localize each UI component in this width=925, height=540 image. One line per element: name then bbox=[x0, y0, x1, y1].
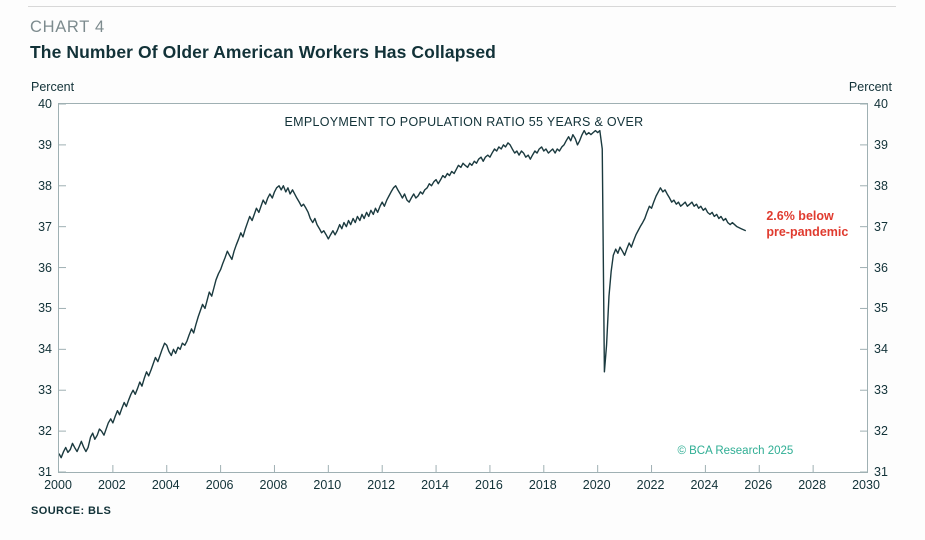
y-axis-tick-right: 35 bbox=[874, 301, 888, 316]
annotation-callout bbox=[766, 208, 848, 242]
x-axis-tick: 2026 bbox=[744, 478, 773, 492]
plot-area bbox=[30, 97, 896, 492]
annotation-line-1: 2.6% below bbox=[766, 208, 834, 223]
y-axis-tick-left: 38 bbox=[38, 178, 52, 193]
y-axis-tick-right: 40 bbox=[874, 97, 888, 111]
page-title: The Number Of Older American Workers Has Collapsed bbox=[30, 42, 496, 62]
y-axis-tick-right: 39 bbox=[874, 137, 888, 152]
y-axis-tick-left: 34 bbox=[38, 342, 52, 357]
x-axis-tick: 2020 bbox=[582, 478, 611, 492]
x-axis-tick: 2016 bbox=[475, 478, 503, 492]
header-divider bbox=[28, 6, 896, 7]
annotation-line-2: pre-pandemic bbox=[766, 225, 849, 240]
series-title: EMPLOYMENT TO POPULATION RATIO 55 YEARS & OVER bbox=[284, 115, 644, 129]
x-axis-tick: 2006 bbox=[205, 478, 234, 492]
y-axis-tick-left: 36 bbox=[38, 260, 52, 275]
y-axis-tick-left: 37 bbox=[38, 219, 52, 234]
plot-frame bbox=[58, 103, 868, 473]
y-axis-tick-left: 35 bbox=[38, 301, 52, 316]
x-axis-tick: 2002 bbox=[97, 478, 126, 492]
y-axis-tick-right: 31 bbox=[874, 465, 888, 479]
line-chart-svg bbox=[59, 104, 867, 472]
y-axis-tick-right: 32 bbox=[874, 424, 888, 439]
y-axis-tick-right: 38 bbox=[874, 178, 888, 193]
y-axis-tick-left: 32 bbox=[38, 424, 52, 439]
y-axis-tick-left: 31 bbox=[38, 465, 52, 479]
x-axis-tick: 2000 bbox=[44, 478, 72, 492]
x-axis-tick: 2010 bbox=[313, 478, 342, 492]
y-axis-tick-right: 33 bbox=[874, 383, 888, 398]
copyright-label: © BCA Research 2025 bbox=[677, 444, 794, 457]
y-axis-tick-left: 39 bbox=[38, 137, 52, 152]
x-axis-tick: 2022 bbox=[636, 478, 665, 492]
y-axis-tick-right: 36 bbox=[874, 260, 888, 275]
x-axis-tick: 2028 bbox=[798, 478, 827, 492]
source-label: SOURCE: BLS bbox=[31, 505, 112, 517]
x-axis-tick: 2012 bbox=[367, 478, 396, 492]
y-axis-tick-left: 40 bbox=[38, 97, 52, 111]
x-axis-tick: 2018 bbox=[528, 478, 557, 492]
left-axis-unit-label: Percent bbox=[31, 80, 75, 94]
right-axis-unit-label: Percent bbox=[848, 80, 892, 94]
x-axis-tick: 2014 bbox=[421, 478, 449, 492]
x-axis-tick: 2008 bbox=[259, 478, 288, 492]
y-axis-tick-right: 37 bbox=[874, 219, 888, 234]
y-axis-tick-left: 33 bbox=[38, 383, 52, 398]
x-axis-tick: 2024 bbox=[690, 478, 719, 492]
x-axis-tick: 2030 bbox=[852, 478, 880, 492]
y-axis-tick-right: 34 bbox=[874, 342, 888, 357]
x-axis-tick: 2004 bbox=[151, 478, 180, 492]
chart-number-label: CHART 4 bbox=[30, 18, 105, 36]
